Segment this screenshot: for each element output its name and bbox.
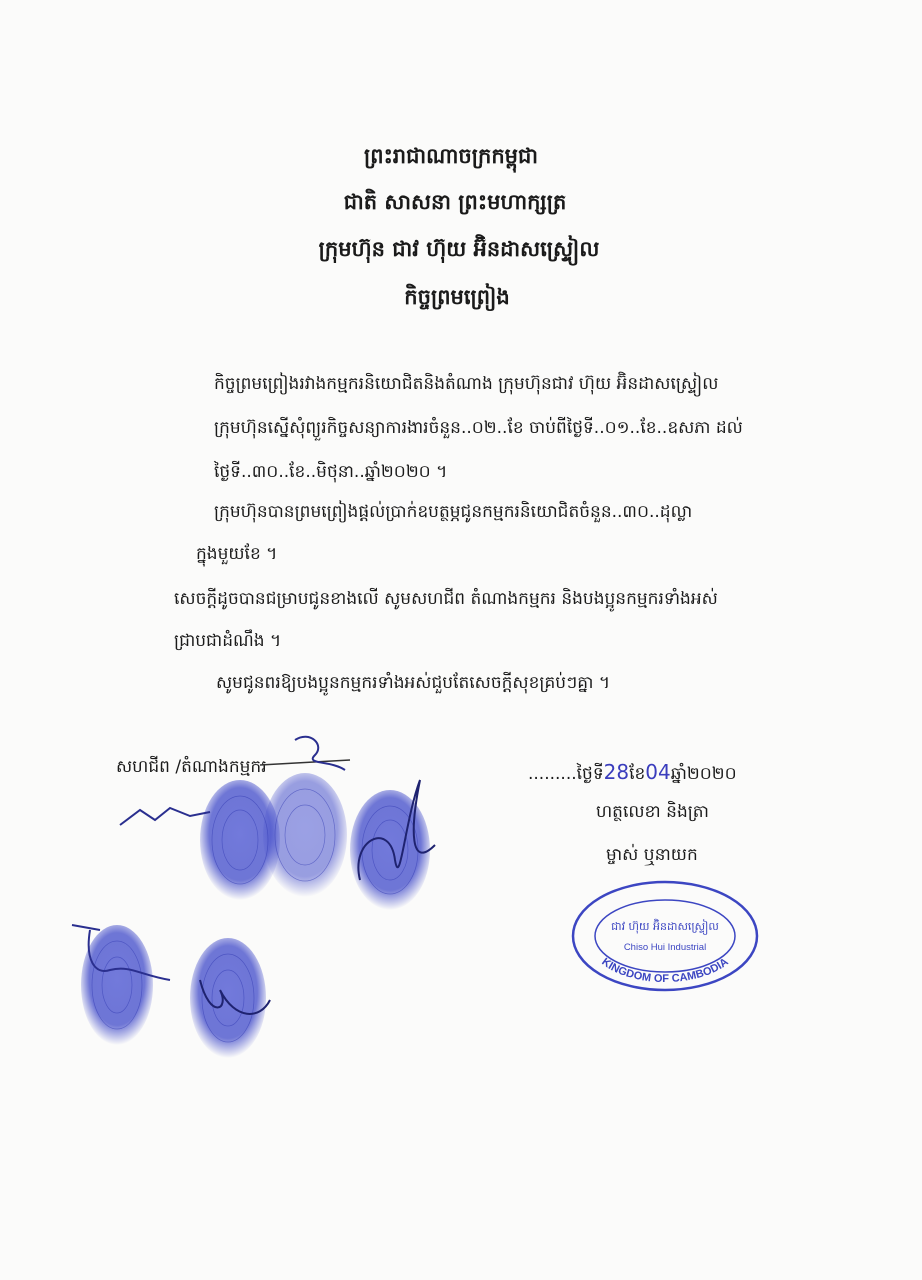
header-motto: ជាតិ សាសនា ព្រះមហាក្សត្រ [343,190,567,214]
date-day-value: 28 [603,760,630,784]
date-line [528,760,737,788]
fingerprints-and-signatures-image [60,720,480,1080]
body-line-6: សេចក្តីដូចបានជម្រាបជូនខាងលើ សូមសហជីព តំណាងកម្មករ និងបងប្អូនកម្មករទាំងអស់ [174,589,718,609]
date-month-label: ខែ [629,764,646,784]
body-line-4: ក្រុមហ៊ុនបានព្រមព្រៀងផ្តល់ប្រាក់ឧបត្ថម្ភជូនកម្មករនិយោជិតចំនួន..៣០..ដុល្លា [214,502,693,522]
date-year-label: ឆ្នាំ២០២០ [670,764,737,784]
company-seal-image [570,880,760,992]
date-leader: ......... [528,764,577,784]
seal-country-text: KINGDOM OF CAMBODIA [599,955,731,986]
body-line-2: ក្រុមហ៊ុនស្នើសុំព្យួរកិច្ចសន្យាការងារចំនួន..០២..ខែ ចាប់ពីថ្ងៃទី..០១..ខែ..ឧសភា ដល់ [214,418,743,438]
body-line-5: ក្នុងមួយខែ ។ [196,544,278,564]
body-line-8: សូមជូនពរឱ្យបងប្អូនកម្មករទាំងអស់ជួបតែសេចក្តីសុខគ្រប់ៗគ្នា ។ [216,673,611,693]
header-company: ក្រុមហ៊ុន ជាវ ហ៊ុយ អ៊ិនដាសស្រ្ទៀល [318,237,600,261]
document-title: កិច្ចព្រមព្រៀង [404,285,510,309]
header-kingdom: ព្រះរាជាណាចក្រកម្ពុជា [363,144,538,168]
union-representative-label: សហជីព /តំណាងកម្មករ [116,757,267,777]
fingerprint [190,938,266,1058]
owner-label: ម្ចាស់ ឬនាយក [606,845,698,865]
svg-text:KINGDOM OF CAMBODIA [599,956,730,985]
body-line-3: ថ្ងៃទី..៣០..ខែ..មិថុនា..ឆ្នាំ២០២០ ។ [214,462,448,482]
seal-company-english: Chiso Hui Industrial [623,942,707,953]
body-line-1: កិច្ចព្រមព្រៀងរវាងកម្មករនិយោជិតនិងតំណាង ក្រុមហ៊ុនជាវ ហ៊ុយ អ៊ិនដាសស្រ្ទៀល [214,374,719,394]
signature-seal-label: ហត្ថលេខា និងត្រា [596,802,709,822]
fingerprint [263,773,347,897]
body-line-7: ជ្រាបជាដំណឹង ។ [174,631,282,651]
date-month-value: 04 [645,760,671,784]
date-day-label: ថ្ងៃទី [576,764,604,784]
seal-company-khmer: ជាវ ហ៊ុយ អ៊ិនដាសស្រ្ទៀល [611,920,719,933]
